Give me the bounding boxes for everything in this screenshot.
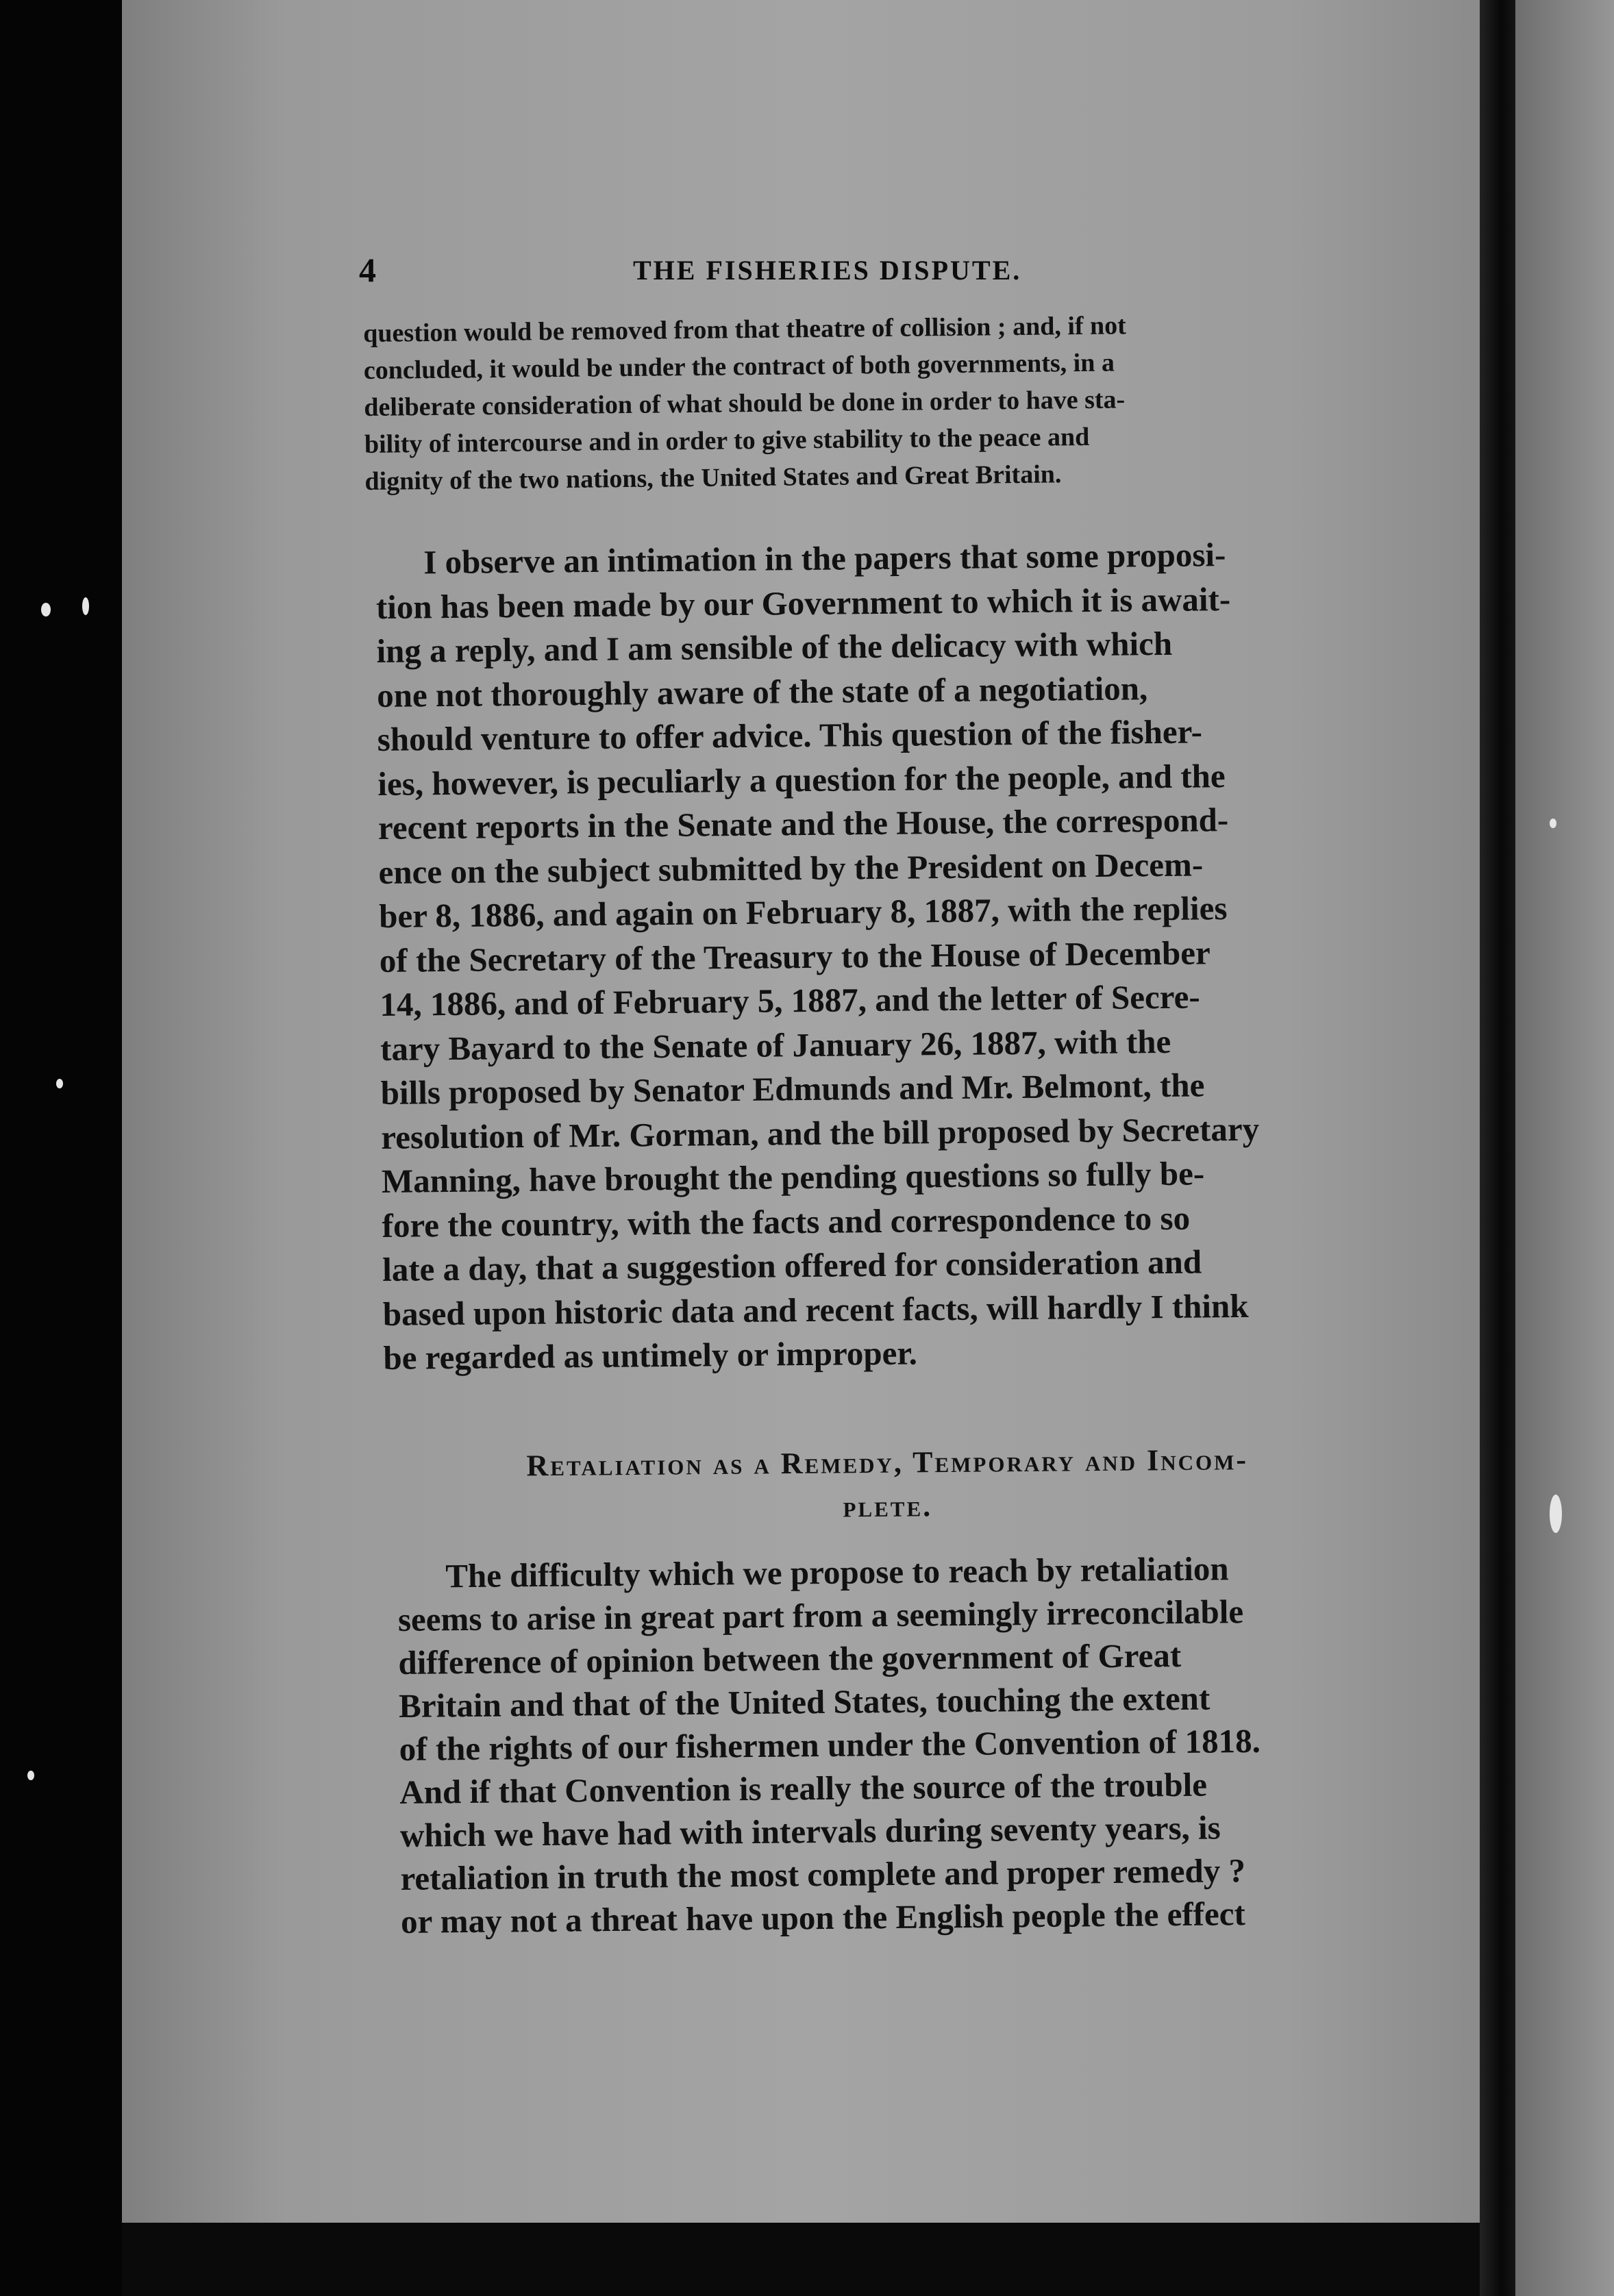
running-title: THE FISHERIES DISPUTE. xyxy=(633,255,1022,286)
text-line: ber 8, 1886, and again on February 8, 1887, with the replies xyxy=(378,889,1228,935)
scan-speck xyxy=(41,603,51,616)
text-line: question would be removed from that theatre of collision ; and, if not xyxy=(363,311,1127,348)
paragraph-retaliation xyxy=(397,1547,1263,1943)
paragraph-continued xyxy=(363,307,1128,500)
text-line: fore the country, with the facts and correspondence to so xyxy=(382,1199,1191,1245)
text-line: 14, 1886, and of February 5, 1887, and the letter of Secre- xyxy=(380,977,1200,1023)
text-line: resolution of Mr. Gorman, and the bill proposed by Secretary xyxy=(381,1110,1260,1156)
text-line: Manning, have brought the pending questions so fully be- xyxy=(381,1154,1205,1200)
text-line: of the Secretary of the Treasury to the House of December xyxy=(379,933,1210,979)
text-line: ence on the subject submitted by the President on Decem- xyxy=(378,845,1204,891)
text-line: deliberate consideration of what should be done in order to have sta- xyxy=(364,385,1126,422)
text-line: seems to arise in great part from a seemingly irreconcilable xyxy=(397,1593,1244,1638)
text-line: ies, however, is peculiarly a question for the people, and the xyxy=(377,756,1226,803)
text-line: of the rights of our fishermen under the Convention of 1818. xyxy=(399,1721,1261,1768)
text-line: recent reports in the Senate and the House, the correspond- xyxy=(377,801,1229,847)
text-line: bills proposed by Senator Edmunds and Mr. Belmont, the xyxy=(380,1066,1205,1112)
text-line: tion has been made by our Government to which it is await- xyxy=(375,579,1231,626)
text-line: should venture to offer advice. This question of the fisher- xyxy=(377,712,1203,758)
text-line: late a day, that a suggestion offered for consideration and xyxy=(382,1243,1202,1288)
text-line: The difficulty which we propose to reach by retaliation xyxy=(445,1549,1229,1595)
text-line: And if that Convention is really the source of the trouble xyxy=(399,1765,1208,1811)
text-line: tary Bayard to the Senate of January 26, 1887, with the xyxy=(380,1022,1171,1068)
page-number: 4 xyxy=(359,251,376,289)
scan-speck xyxy=(27,1771,34,1780)
text-line: Britain and that of the United States, touching the extent xyxy=(398,1679,1210,1725)
scan-speck xyxy=(1550,819,1556,828)
section-heading-line: Retaliation as a Remedy, Temporary and Incom- xyxy=(526,1443,1249,1483)
text-line: based upon historic data and recent facts, will hardly I think xyxy=(382,1286,1249,1333)
text-line: be regarded as untimely or improper. xyxy=(383,1334,918,1377)
text-line: or may not a threat have upon the English people the effect xyxy=(400,1895,1246,1941)
text-line: bility of intercourse and in order to give stability to the peace and xyxy=(364,422,1090,459)
page-header xyxy=(359,250,1455,305)
paragraph-observation xyxy=(375,533,1261,1381)
book-gutter xyxy=(1480,0,1515,2296)
scan-bottom-margin xyxy=(122,2223,1480,2296)
section-heading-line: plete. xyxy=(843,1489,933,1524)
text-line: ing a reply, and I am sensible of the delicacy with which xyxy=(376,624,1173,670)
text-line: one not thoroughly aware of the state of a negotiation, xyxy=(376,669,1148,714)
scan-speck xyxy=(1550,1495,1562,1533)
text-line: retaliation in truth the most complete and proper remedy ? xyxy=(400,1851,1246,1897)
scan-speck xyxy=(56,1079,63,1088)
text-line: dignity of the two nations, the United States and Great Britain. xyxy=(364,460,1062,496)
adjacent-page-edge xyxy=(1515,0,1614,2296)
text-line: which we have had with intervals during seventy years, is xyxy=(399,1808,1221,1854)
text-line: I observe an intimation in the papers that some proposi- xyxy=(423,536,1226,582)
text-line: concluded, it would be under the contract of both governments, in a xyxy=(363,348,1115,385)
text-line: difference of opinion between the government of Great xyxy=(398,1636,1182,1682)
scan-speck xyxy=(82,597,89,615)
section-heading xyxy=(397,1437,1378,1533)
